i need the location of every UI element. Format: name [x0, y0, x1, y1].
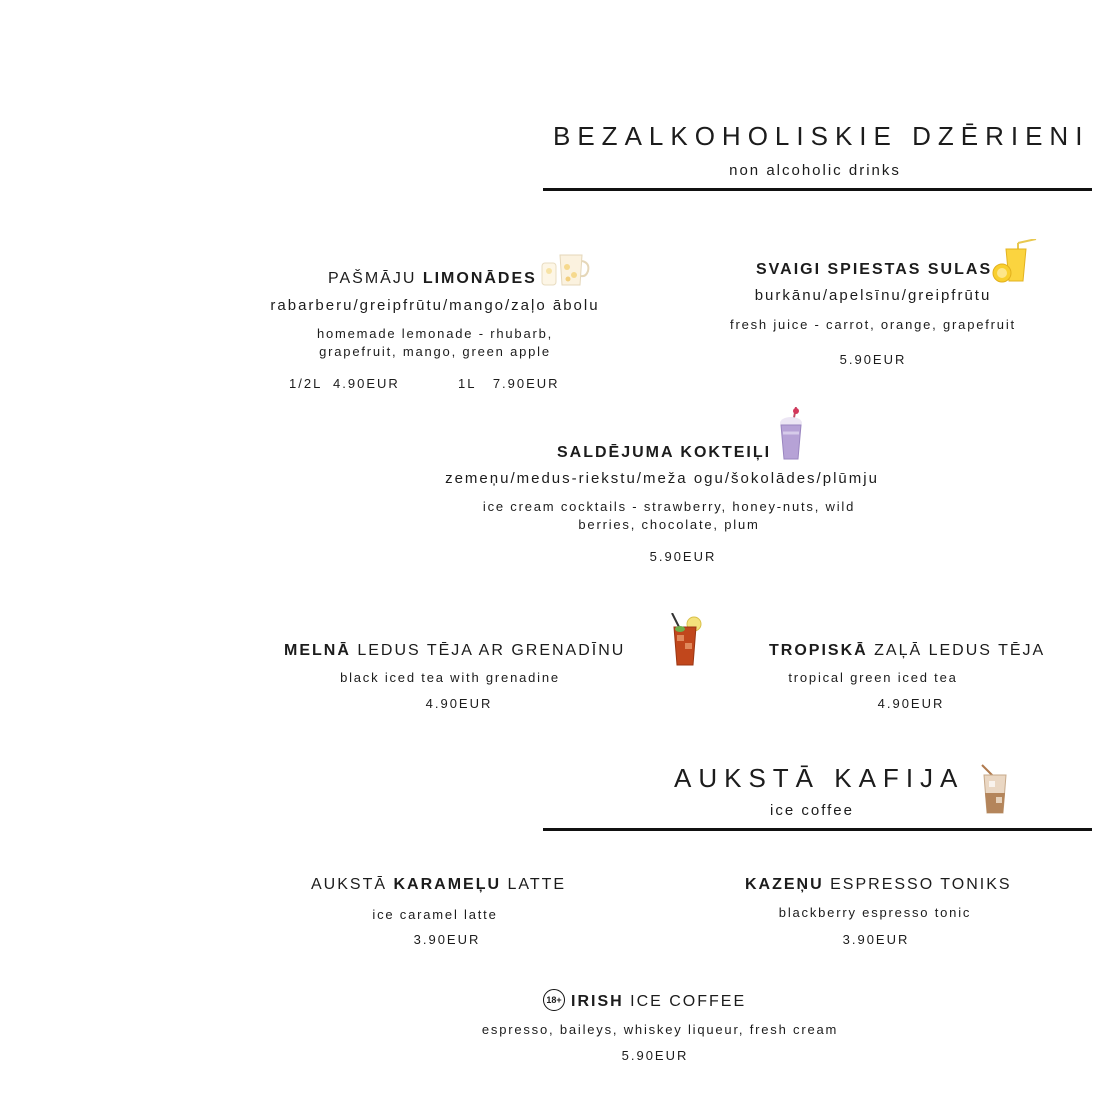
- title-part: AUKSTĀ: [311, 876, 394, 893]
- item-title-lemonade: [328, 270, 537, 288]
- item-en-juice: fresh juice - carrot, orange, grapefruit: [730, 317, 1016, 332]
- item-title-black-tea: [284, 642, 625, 660]
- section-divider: [543, 188, 1092, 191]
- item-title-juice: [756, 261, 992, 279]
- title-part-bold: KARAMEĻU: [393, 876, 502, 893]
- milkshake-icon: [776, 407, 808, 463]
- section-title-ice-coffee: AUKSTĀ KAFIJA: [674, 763, 965, 793]
- item-en-irish-coffee: espresso, baileys, whiskey liqueur, fresh cream: [481, 1022, 839, 1037]
- item-price-caramel-latte: 3.90EUR: [413, 932, 481, 947]
- item-en-lemonade: homemade lemonade - rhubarb, grapefruit, mango, green apple: [316, 326, 554, 359]
- item-price-green-tea: 4.90EUR: [877, 696, 945, 711]
- title-part-bold: SALDĒJUMA KOKTEIĻI: [557, 444, 772, 461]
- item-price-lemonade-half: 1/2L 4.90EUR: [289, 376, 400, 391]
- item-title-espresso-tonic: [745, 876, 1012, 894]
- juice-glass-icon: [990, 239, 1038, 285]
- item-price-black-tea: 4.90EUR: [425, 696, 493, 711]
- title-part: LEDUS TĒJA AR GRENADĪNU: [350, 642, 626, 659]
- title-part: PAŠMĀJU: [328, 270, 423, 287]
- item-en-caramel-latte: ice caramel latte: [372, 907, 498, 922]
- item-en-green-tea: tropical green iced tea: [788, 670, 958, 685]
- item-price-juice: 5.90EUR: [839, 352, 907, 367]
- item-lv-lemonade: rabarberu/greipfrūtu/mango/zaļo ābolu: [270, 297, 600, 314]
- item-title-shake: [557, 444, 771, 462]
- title-part-bold: SVAIGI SPIESTAS SULAS: [756, 261, 993, 278]
- item-title-irish-coffee: [543, 991, 746, 1013]
- section-divider: [543, 828, 1092, 831]
- item-en-espresso-tonic: blackberry espresso tonic: [778, 905, 972, 920]
- item-title-green-tea: [769, 642, 1045, 660]
- section-title-non-alcoholic: BEZALKOHOLISKIE DZĒRIENI: [553, 121, 1090, 151]
- title-part: ICE COFFEE: [623, 993, 747, 1011]
- title-part-bold: LIMONĀDES: [422, 270, 537, 287]
- item-price-espresso-tonic: 3.90EUR: [842, 932, 910, 947]
- title-part: LATTE: [501, 876, 567, 893]
- section-subtitle-non-alcoholic: non alcoholic drinks: [729, 162, 901, 179]
- item-price-shake: 5.90EUR: [649, 549, 717, 564]
- item-en-black-tea: black iced tea with grenadine: [340, 670, 560, 685]
- title-part-bold: KAZEŅU: [745, 876, 824, 893]
- title-part: ESPRESSO TONIKS: [823, 876, 1012, 893]
- item-lv-shake: zemeņu/medus-riekstu/meža ogu/šokolādes/plūmju: [445, 470, 879, 487]
- age-restriction-badge: 18+: [543, 989, 565, 1011]
- item-title-caramel-latte: [311, 876, 566, 894]
- item-price-irish-coffee: 5.90EUR: [621, 1048, 689, 1063]
- section-subtitle-ice-coffee: ice coffee: [770, 802, 854, 819]
- title-part-bold: IRISH: [571, 993, 624, 1011]
- title-part-bold: MELNĀ: [284, 642, 351, 659]
- lemonade-pitcher-icon: [540, 249, 592, 289]
- item-price-lemonade-liter: 1L 7.90EUR: [458, 376, 560, 391]
- iced-tea-icon: [668, 613, 702, 669]
- item-lv-juice: burkānu/apelsīnu/greipfrūtu: [754, 287, 992, 304]
- title-part-bold: TROPISKĀ: [769, 642, 868, 659]
- title-part: ZAĻĀ LEDUS TĒJA: [867, 642, 1046, 659]
- item-en-shake: ice cream cocktails - strawberry, honey-nuts, wild berries, chocolate, plum: [482, 499, 856, 532]
- iced-coffee-icon: [980, 763, 1010, 817]
